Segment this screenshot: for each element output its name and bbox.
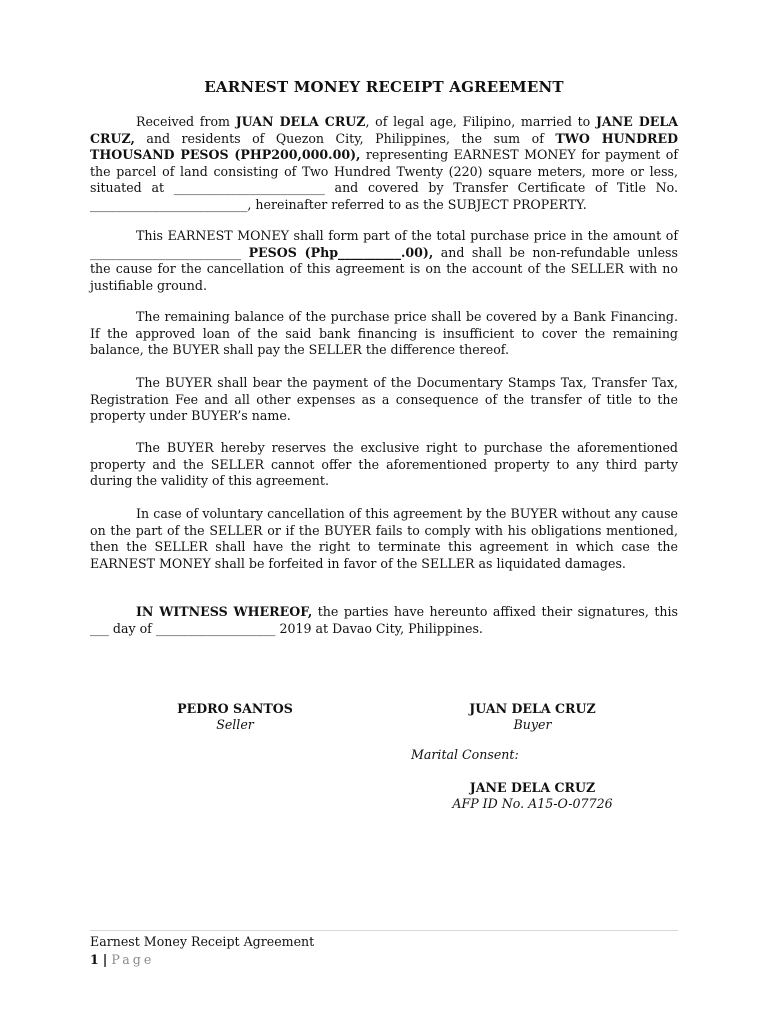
spouse-id: AFP ID No. A15-O-07726 xyxy=(452,796,613,811)
paragraph-purchase-price: This EARNEST MONEY shall form part of the total purchase price in the amount of ________________________ PESOS (Php__________.00), and shall be non-refundable unless the cause for the cancellation of this agreement is on the account of the SELLER with no justifiable ground. xyxy=(90,228,678,293)
purchase-price-amount: PESOS (Php__________.00), xyxy=(248,244,434,260)
footer-page-number xyxy=(90,952,154,967)
seller-name: PEDRO SANTOS xyxy=(177,701,293,716)
spouse-signature-block xyxy=(430,780,635,812)
paragraph-receipt: Received from JUAN DELA CRUZ, of legal age, Filipino, married to JANE DELA CRUZ, and residents of Quezon City, Philippines, the sum of TWO HUNDRED THOUSAND PESOS (PHP200,000.00), representing EARNEST MONEY for payment of the parcel of land consisting of Two Hundred Twenty (220) square meters, more or less, situated at ________________________ and covered by Transfer Certificate of Title No. _________________________, hereinafter referred to as the SUBJECT PROPERTY. xyxy=(90,114,678,212)
spouse-name: JANE DELA CRUZ, xyxy=(90,114,678,146)
document-title: EARNEST MONEY RECEIPT AGREEMENT xyxy=(204,78,564,96)
page-separator: | xyxy=(102,952,108,967)
footer-divider xyxy=(90,930,678,931)
paragraph-witness: IN WITNESS WHEREOF, the parties have hereunto affixed their signatures, this ___ day of ___________________ 2019 at Davao City, Philippines. xyxy=(90,604,678,636)
footer-title: Earnest Money Receipt Agreement xyxy=(90,934,315,949)
page-number: 1 xyxy=(90,952,99,967)
paragraph-taxes: The BUYER shall bear the payment of the Documentary Stamps Tax, Transfer Tax, Registration Fee and all other expenses as a consequence of the transfer of title to the property under BUYER’s name. xyxy=(90,375,678,423)
seller-signature-block xyxy=(150,701,320,733)
paragraph-exclusive-right: The BUYER hereby reserves the exclusive right to purchase the aforementioned property and the SELLER cannot offer the aforementioned property to any third party during the validity of this agreement. xyxy=(90,440,678,488)
seller-role: Seller xyxy=(216,717,254,732)
spouse-signature-name: JANE DELA CRUZ xyxy=(469,780,596,795)
payer-name: JUAN DELA CRUZ xyxy=(235,114,366,129)
buyer-name: JUAN DELA CRUZ xyxy=(469,701,596,716)
marital-consent-label: Marital Consent: xyxy=(411,747,519,762)
paragraph-cancellation: In case of voluntary cancellation of this agreement by the BUYER without any cause on the part of the SELLER or if the BUYER fails to comply with his obligations mentioned, then the SELLER shall have the right to terminate this agreement in which case the EARNEST MONEY shall be forfeited in favor of the SELLER as liquidated damages. xyxy=(90,506,678,571)
page-label: Page xyxy=(111,952,155,967)
buyer-role: Buyer xyxy=(513,717,552,732)
paragraph-bank-financing: The remaining balance of the purchase price shall be covered by a Bank Financing. If the approved loan of the said bank financing is insufficient to cover the remaining balance, the BUYER shall pay the SELLER the difference thereof. xyxy=(90,309,678,357)
buyer-signature-block xyxy=(445,701,620,733)
witness-whereof: IN WITNESS WHEREOF, xyxy=(136,604,313,619)
earnest-amount: TWO HUNDRED THOUSAND PESOS (PHP200,000.00), xyxy=(90,130,678,162)
